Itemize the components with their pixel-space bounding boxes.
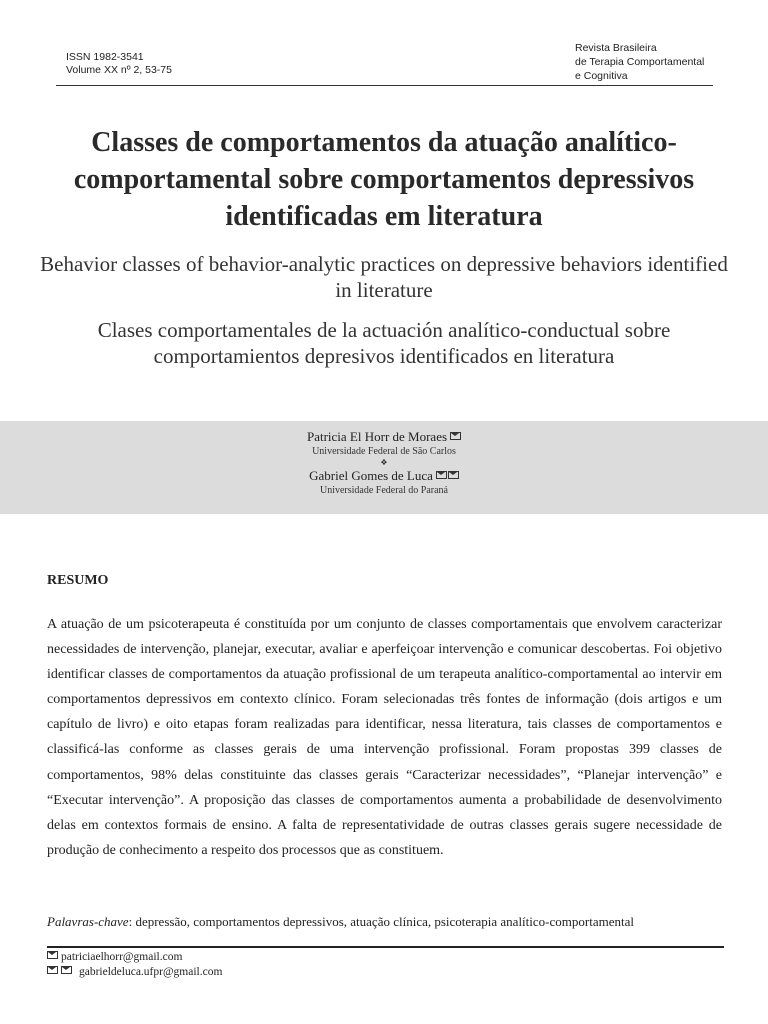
keywords-text: : depressão, comportamentos depressivos, atuação clínica, psicoterapia analítico-comportamental (128, 914, 634, 929)
abstract-heading: RESUMO (47, 573, 109, 588)
author-separator: ❖ (380, 458, 388, 467)
keywords-label: Palavras-chave (47, 914, 129, 929)
volume-text: Volume XX nº 2, 53-75 (66, 64, 172, 76)
envelope-icon (61, 966, 72, 974)
title-portuguese: Classes de comportamentos da atuação analítico-comportamental sobre comportamentos depressivos identificadas em literatura (73, 127, 695, 232)
journal-name-line3: e Cognitiva (575, 70, 628, 82)
issn-text: ISSN 1982-3541 (66, 51, 144, 63)
email-1-row (47, 950, 222, 965)
title-spanish: Clases comportamentales de la actuación analítico-conductual sobre comportamientos depresivos identificados en literatura (97, 318, 671, 368)
envelope-icon (450, 432, 461, 440)
header-divider (56, 85, 713, 86)
author-1 (0, 429, 768, 445)
journal-name-line2: de Terapia Comportamental (575, 56, 705, 68)
author-2 (0, 468, 768, 484)
journal-name (575, 41, 704, 83)
abstract-body: A atuação de um psicoterapeuta é constituída por um conjunto de classes comportamentais que envolvem caracterizar necessidades de intervenção, planejar, executar, avaliar e aperfeiçoar intervenção e comunicar descobertas. Foi objetivo identificar classes de comportamentos da atuação profissional de um terapeuta analítico-comportamental ao intervir em comportamentos depressivos em contexto clínico. Foram selecionadas três fontes de informação (dois artigos e um capítulo de livro) e oito etapas foram realizadas para identificar, nessa literatura, tais classes de comportamentos e classificá-las conforme as classes gerais de uma intervenção profissional. Foram propostas 399 classes de comportamentos, 98% delas constituinte das classes gerais “Caracterizar necessidades”, “Planejar intervenção” e “Executar intervenção”. A proposição das classes de comportamentos aumenta a probabilidade de desenvolvimento delas em contextos formais de ensino. A falta de representatividade de outras classes gerais sugere necessidade de produção de conhecimento a respeito dos processos que as constituem. (47, 617, 722, 858)
journal-name-line1: Revista Brasileira (575, 42, 657, 54)
title-english: Behavior classes of behavior-analytic practices on depressive behaviors identified in literature (40, 252, 728, 302)
envelope-icon (448, 471, 459, 479)
email-2[interactable]: gabrieldeluca.ufpr@gmail.com (79, 966, 223, 978)
author-2-affiliation: Universidade Federal do Paraná (319, 485, 448, 496)
footer-divider (47, 946, 724, 948)
keywords (47, 913, 722, 931)
author-1-affiliation: Universidade Federal de São Carlos (312, 446, 456, 457)
envelope-icon (47, 951, 58, 959)
email-2-row (47, 965, 222, 980)
envelope-icon (47, 966, 58, 974)
envelope-icon (436, 471, 447, 479)
footnote-emails (47, 950, 222, 980)
journal-info-left (66, 51, 172, 77)
author-1-name: Patricia El Horr de Moraes (306, 429, 448, 444)
author-2-name: Gabriel Gomes de Luca (309, 468, 433, 483)
authors-band (0, 421, 768, 514)
email-1[interactable]: patriciaelhorr@gmail.com (61, 951, 183, 963)
